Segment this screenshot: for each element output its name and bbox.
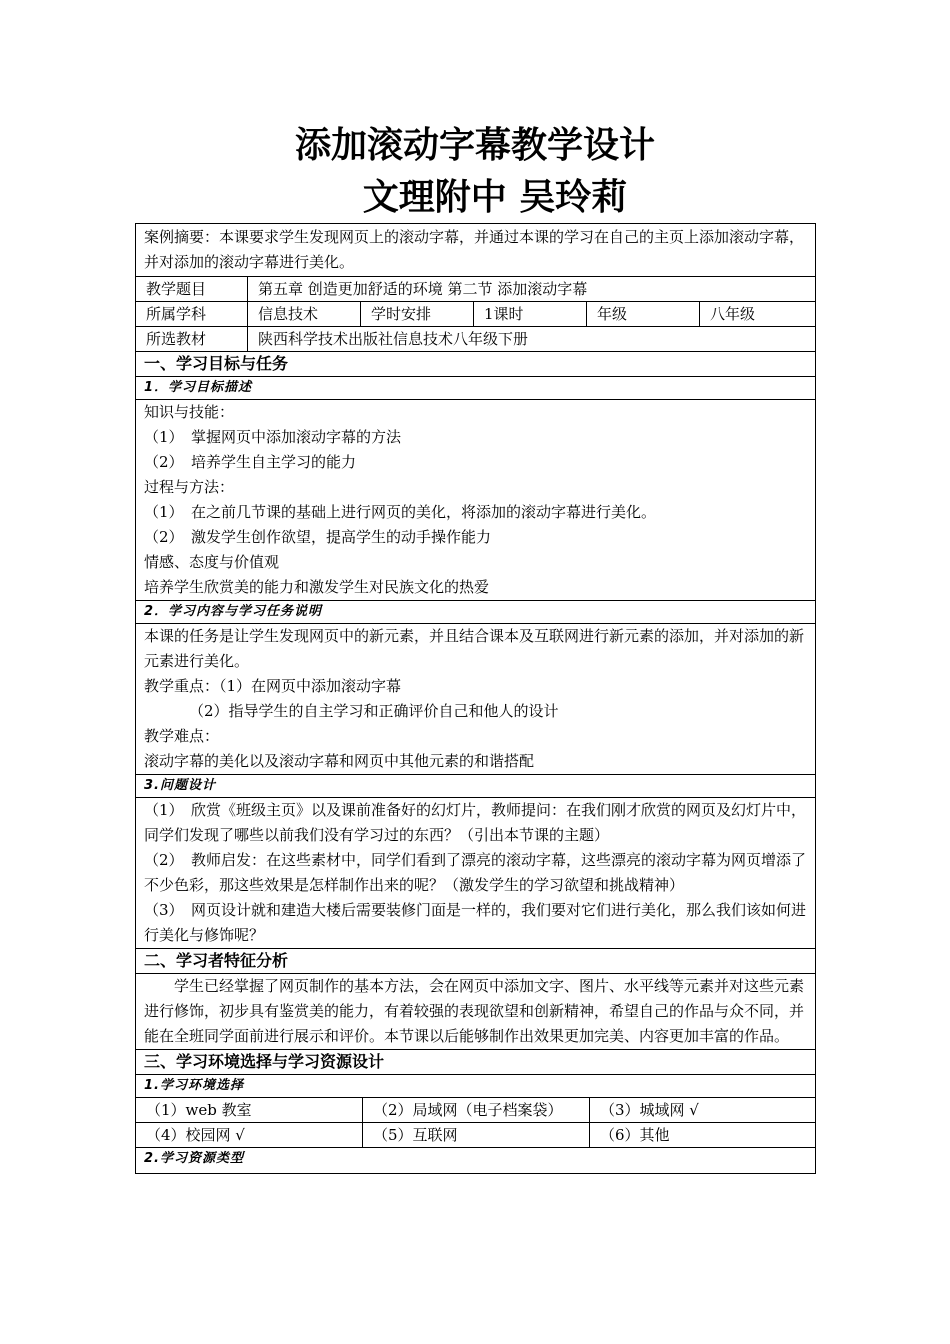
question-3: （3） 网页设计就和建造大楼后需要装修门面是一样的，我们要对它们进行美化，那么我们该如何进行美化与修饰呢？ <box>144 901 807 944</box>
env-option-man: （3）城域网 √ <box>600 1101 699 1119</box>
subject-label: 所属学科 <box>136 302 248 326</box>
grade-value: 八年级 <box>710 305 756 323</box>
topic-value: 第五章 创造更加舒适的环境 第二节 添加滚动字幕 <box>258 280 588 298</box>
hours-label: 学时安排 <box>361 302 474 326</box>
emotion-label: 情感、态度与价值观 <box>144 553 280 571</box>
section1-sub1: 1．学习目标描述 <box>135 377 816 400</box>
env-option-internet: （5）互联网 <box>363 1123 590 1147</box>
section1-sub2: 2．学习内容与学习任务说明 <box>135 601 816 624</box>
grade-label: 年级 <box>587 302 700 326</box>
key-point-1: 教学重点：（1）在网页中添加滚动字幕 <box>144 677 402 695</box>
env-row-2 <box>135 1123 816 1148</box>
section1-sub3: 3.问题设计 <box>135 775 816 798</box>
questions-block <box>135 798 816 949</box>
env-row-1 <box>135 1098 816 1123</box>
document-title: 添加滚动字幕教学设计 <box>294 125 655 166</box>
section2-heading: 二、学习者特征分析 <box>135 949 816 974</box>
section3-heading: 三、学习环境选择与学习资源设计 <box>135 1050 816 1075</box>
task-text: 本课的任务是让学生发现网页中的新元素，并且结合课本及互联网进行新元素的添加，并对添加的新元素进行美化。 <box>144 627 805 670</box>
process-item-1: （1） 在之前几节课的基础上进行网页的美化，将添加的滚动字幕进行美化。 <box>144 503 657 521</box>
key-point-2: （2）指导学生的自主学习和正确评价自己和他人的设计 <box>189 702 559 720</box>
difficult-label: 教学难点： <box>144 727 220 745</box>
subject-value: 信息技术 <box>248 302 361 326</box>
objectives-block <box>135 400 816 601</box>
topic-label: 教学题目 <box>136 277 248 301</box>
question-1: （1） 欣赏《班级主页》以及课前准备好的幻灯片，教师提问：在我们刚才欣赏的网页及幻灯片中，同学们发现了哪些以前我们没有学习过的东西？（引出本节课的主题） <box>144 801 807 844</box>
env-option-campus: （4）校园网 √ <box>136 1123 363 1147</box>
lesson-plan-table <box>135 223 816 1174</box>
hours-value: 1课时 <box>474 302 587 326</box>
process-item-2: （2） 激发学生创作欲望，提高学生的动手操作能力 <box>144 528 492 546</box>
textbook-row <box>135 327 816 352</box>
env-option-lan: （2）局域网（电子档案袋） <box>363 1098 590 1122</box>
emotion-item-1: 培养学生欣赏美的能力和激发学生对民族文化的热爱 <box>144 578 490 596</box>
topic-row <box>135 277 816 302</box>
author-line: 文理附中 吴玲莉 <box>362 177 628 218</box>
section3-sub2: 2.学习资源类型 <box>135 1148 816 1174</box>
knowledge-label: 知识与技能： <box>144 403 235 421</box>
learner-analysis-text: 学生已经掌握了网页制作的基本方法，会在网页中添加文字、图片、水平线等元素并对这些元素进行修饰，初步具有鉴赏美的能力，有着较强的表现欲望和创新精神，希望自己的作品与众不同，并能在全班同学面前进行展示和评价。本节课以后能够制作出效果更加完美、内容更加丰富的作品。 <box>135 974 816 1050</box>
knowledge-item-1: （1） 掌握网页中添加滚动字幕的方法 <box>144 428 402 446</box>
textbook-value: 陕西科学技术出版社信息技术八年级下册 <box>258 330 529 348</box>
knowledge-item-2: （2） 培养学生自主学习的能力 <box>144 453 357 471</box>
task-block <box>135 624 816 775</box>
section3-sub1: 1.学习环境选择 <box>135 1075 816 1098</box>
env-option-web: （1）web 教室 <box>136 1098 363 1122</box>
section1-heading: 一、学习目标与任务 <box>135 352 816 377</box>
env-option-other: （6）其他 <box>600 1126 670 1144</box>
difficult-text: 滚动字幕的美化以及滚动字幕和网页中其他元素的和谐搭配 <box>144 752 535 770</box>
summary-row: 案例摘要：本课要求学生发现网页上的滚动字幕，并通过本课的学习在自己的主页上添加滚动字幕，并对添加的滚动字幕进行美化。 <box>135 223 816 277</box>
process-label: 过程与方法： <box>144 478 235 496</box>
question-2: （2） 教师启发：在这些素材中，同学们看到了漂亮的滚动字幕，这些漂亮的滚动字幕为网页增添了不少色彩，那这些效果是怎样制作出来的呢？（激发学生的学习欲望和挑战精神） <box>144 851 807 894</box>
subject-row <box>135 302 816 327</box>
textbook-label: 所选教材 <box>136 327 248 351</box>
